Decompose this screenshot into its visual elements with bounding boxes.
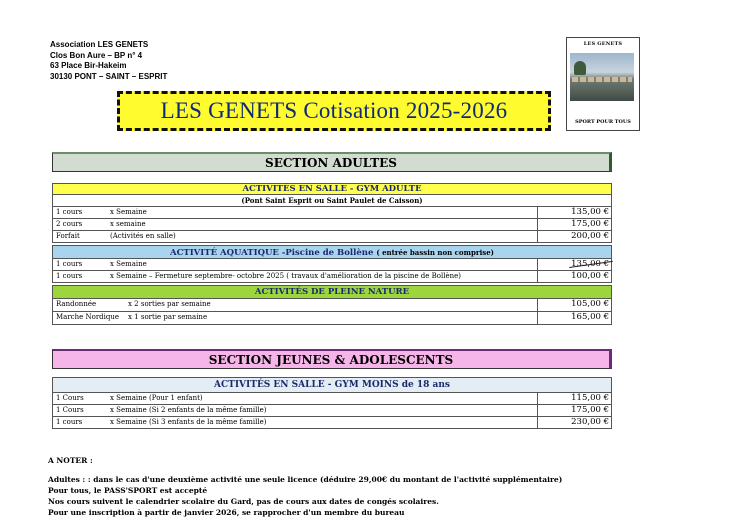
aqua-header bbox=[52, 245, 612, 259]
row-desc: x Semaine – Fermeture septembre- octobre 2025 ( travaux d'amélioration de la piscine de Bollène) bbox=[110, 272, 462, 280]
row-label: Randonnée bbox=[56, 300, 97, 308]
table-row bbox=[52, 231, 612, 243]
note-line: Nos cours suivent le calendrier scolaire du Gard, pas de cours aux dates de congés scolaires. bbox=[48, 497, 439, 506]
row-price: 175,00 € bbox=[537, 218, 613, 231]
table-row bbox=[52, 417, 612, 429]
club-logo bbox=[566, 37, 640, 131]
section-title: SECTION ADULTES bbox=[265, 156, 397, 170]
note-line: Adultes : : dans le cas d'une deuxième activité une seule licence (déduire 29,00€ du montant de l'activité supplémentaire) bbox=[48, 475, 563, 484]
table-row bbox=[52, 271, 612, 283]
row-price: 230,00 € bbox=[537, 416, 613, 429]
logo-title: LES GENETS bbox=[583, 41, 623, 47]
row-desc: x 1 sortie par semaine bbox=[128, 313, 208, 321]
table-row bbox=[52, 219, 612, 231]
row-label: Marche Nordique bbox=[56, 313, 120, 321]
gym-adult-subtitle bbox=[52, 195, 612, 207]
notes-heading: A NOTER : bbox=[48, 456, 93, 465]
row-label: 1 cours bbox=[56, 260, 83, 268]
gym-adult-location: (Pont Saint Esprit ou Saint Paulet de Caisson) bbox=[241, 196, 423, 205]
row-desc: x Semaine (Pour 1 enfant) bbox=[110, 394, 203, 402]
table-row bbox=[52, 312, 612, 325]
row-price: 200,00 € bbox=[537, 230, 613, 243]
section-title: SECTION JEUNES & ADOLESCENTS bbox=[208, 353, 454, 367]
row-price: 105,00 € bbox=[537, 298, 613, 312]
gym-youth-header bbox=[52, 377, 612, 393]
logo-caption: SPORT POUR TOUS bbox=[575, 119, 631, 125]
row-price: 100,00 € bbox=[537, 270, 613, 283]
row-label: 1 cours bbox=[56, 418, 83, 426]
row-price: 175,00 € bbox=[537, 404, 613, 417]
row-desc: x Semaine (Si 2 enfants de la même famille) bbox=[110, 406, 267, 414]
row-desc: x Semaine bbox=[110, 260, 147, 268]
row-desc: x 2 sorties par semaine bbox=[128, 300, 211, 308]
row-label: 1 cours bbox=[56, 272, 83, 280]
address-line: Association LES GENETS bbox=[50, 40, 149, 49]
gym-youth-title: ACTIVITÉS EN SALLE - GYM MOINS de 18 ans bbox=[214, 380, 450, 390]
row-desc: x Semaine bbox=[110, 208, 147, 216]
nature-title: ACTIVITÉS DE PLEINE NATURE bbox=[254, 287, 410, 297]
aqua-title: ACTIVITÉ AQUATIQUE -Piscine de Bollène bbox=[170, 248, 374, 258]
table-row bbox=[52, 207, 612, 219]
notes-block bbox=[48, 455, 562, 518]
gym-adult-title: ACTIVITÉS EN SALLE - GYM ADULTE bbox=[242, 184, 422, 194]
table-row bbox=[52, 299, 612, 312]
row-price: 135,00 € bbox=[537, 206, 613, 219]
section-adultes-header bbox=[52, 152, 612, 172]
row-label: 1 cours bbox=[56, 208, 83, 216]
row-label: 1 Cours bbox=[56, 394, 84, 402]
title-banner bbox=[117, 91, 551, 131]
address-line: 30130 PONT – SAINT – ESPRIT bbox=[50, 71, 168, 81]
row-desc: x Semaine (Si 3 enfants de la même famille) bbox=[110, 418, 267, 426]
page-title: LES GENETS Cotisation 2025-2026 bbox=[160, 98, 508, 123]
row-desc: x semaine bbox=[110, 220, 146, 228]
row-desc: (Activités en salle) bbox=[110, 232, 176, 240]
note-line: Pour tous, le PASS'SPORT est accepté bbox=[48, 486, 208, 495]
association-address bbox=[50, 40, 167, 82]
table-row bbox=[52, 259, 612, 271]
row-label: Forfait bbox=[56, 232, 80, 240]
struck-price: 135,00 € bbox=[571, 259, 609, 269]
nature-header bbox=[52, 285, 612, 299]
row-label: 1 Cours bbox=[56, 406, 84, 414]
section-jeunes-header bbox=[52, 349, 612, 369]
table-row bbox=[52, 405, 612, 417]
bridge-photo-icon bbox=[570, 53, 634, 101]
row-price: 115,00 € bbox=[537, 392, 613, 405]
aqua-note: ( entrée bassin non comprise) bbox=[376, 248, 494, 257]
row-price: 165,00 € bbox=[537, 311, 613, 325]
table-row bbox=[52, 393, 612, 405]
note-line: Pour une inscription à partir de janvier 2026, se rapprocher d'un membre du bureau bbox=[48, 508, 405, 517]
address-line: Clos Bon Aure – BP n° 4 bbox=[50, 50, 143, 60]
address-line: 63 Place Bir-Hakeim bbox=[50, 61, 127, 70]
row-label: 2 cours bbox=[56, 220, 83, 228]
gym-adult-header bbox=[52, 183, 612, 195]
